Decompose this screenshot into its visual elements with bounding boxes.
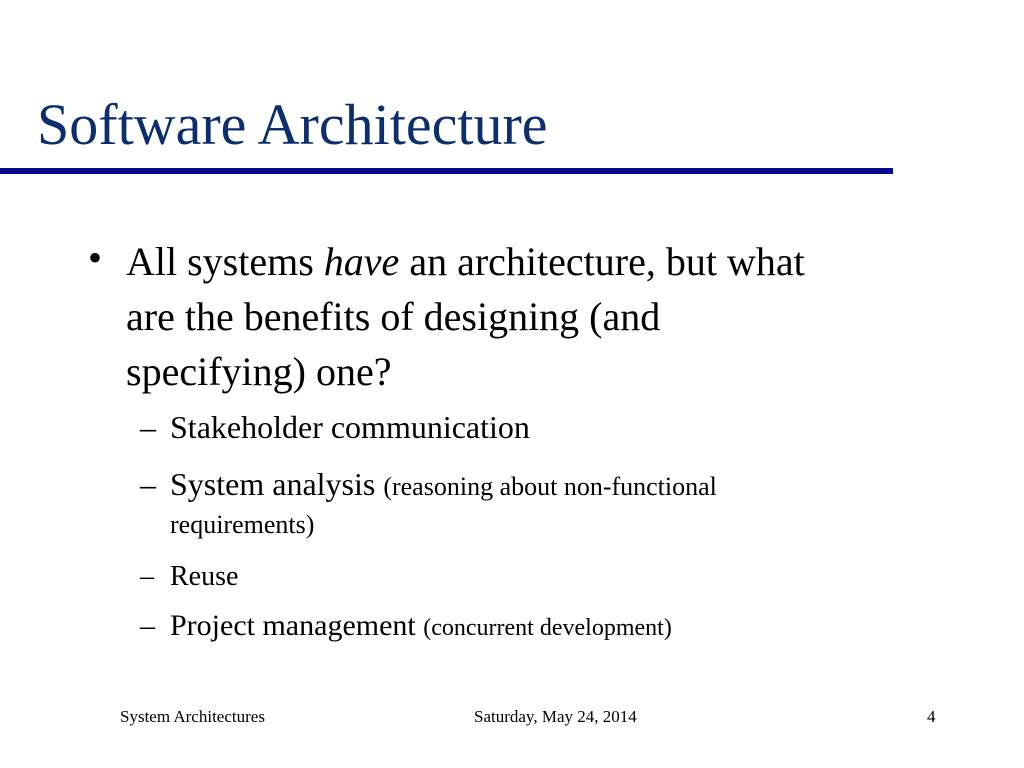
bullet-text-segment: All systems: [126, 239, 324, 284]
sub-bullet-marker: –: [140, 409, 156, 445]
bullet-text-segment: an architecture, but what: [399, 239, 805, 284]
main-bullet-line-2: are the benefits of designing (and: [126, 294, 661, 339]
footer-presentation-title: System Architectures: [120, 707, 265, 726]
main-bullet-line-1: [126, 234, 926, 289]
sub-bullet-text: [170, 558, 930, 596]
sub-bullet-text: [170, 607, 930, 647]
sub-bullet-note: (concurrent development): [423, 615, 672, 641]
bullet-marker: •: [88, 235, 103, 280]
sub-bullet-label: Reuse: [170, 561, 239, 592]
sub-bullet-text: [170, 408, 930, 446]
footer-slide-number: 4: [927, 707, 936, 726]
sub-bullet-label: System analysis: [170, 466, 376, 502]
sub-bullet-note-line-2: requirements): [170, 510, 315, 539]
slide-title: Software Architecture: [37, 92, 548, 157]
sub-bullet-marker: –: [140, 561, 154, 592]
sub-bullet-note: (reasoning about non-functional: [383, 472, 717, 501]
sub-bullet-text: [170, 465, 930, 540]
sub-bullet-line-1: [170, 607, 930, 647]
bullet-emphasis: have: [323, 239, 400, 284]
footer-date: Saturday, May 24, 2014: [474, 707, 637, 726]
sub-bullet-marker: –: [140, 609, 155, 642]
main-bullet-text: [126, 234, 926, 399]
sub-bullet-marker: –: [140, 466, 156, 502]
sub-bullet-line-1: [170, 465, 930, 506]
title-underline-rule: [0, 168, 893, 174]
sub-bullet-label: Project management: [170, 609, 416, 642]
main-bullet-line-3: specifying) one?: [126, 349, 392, 394]
sub-bullet-label: Stakeholder communication: [170, 409, 530, 445]
